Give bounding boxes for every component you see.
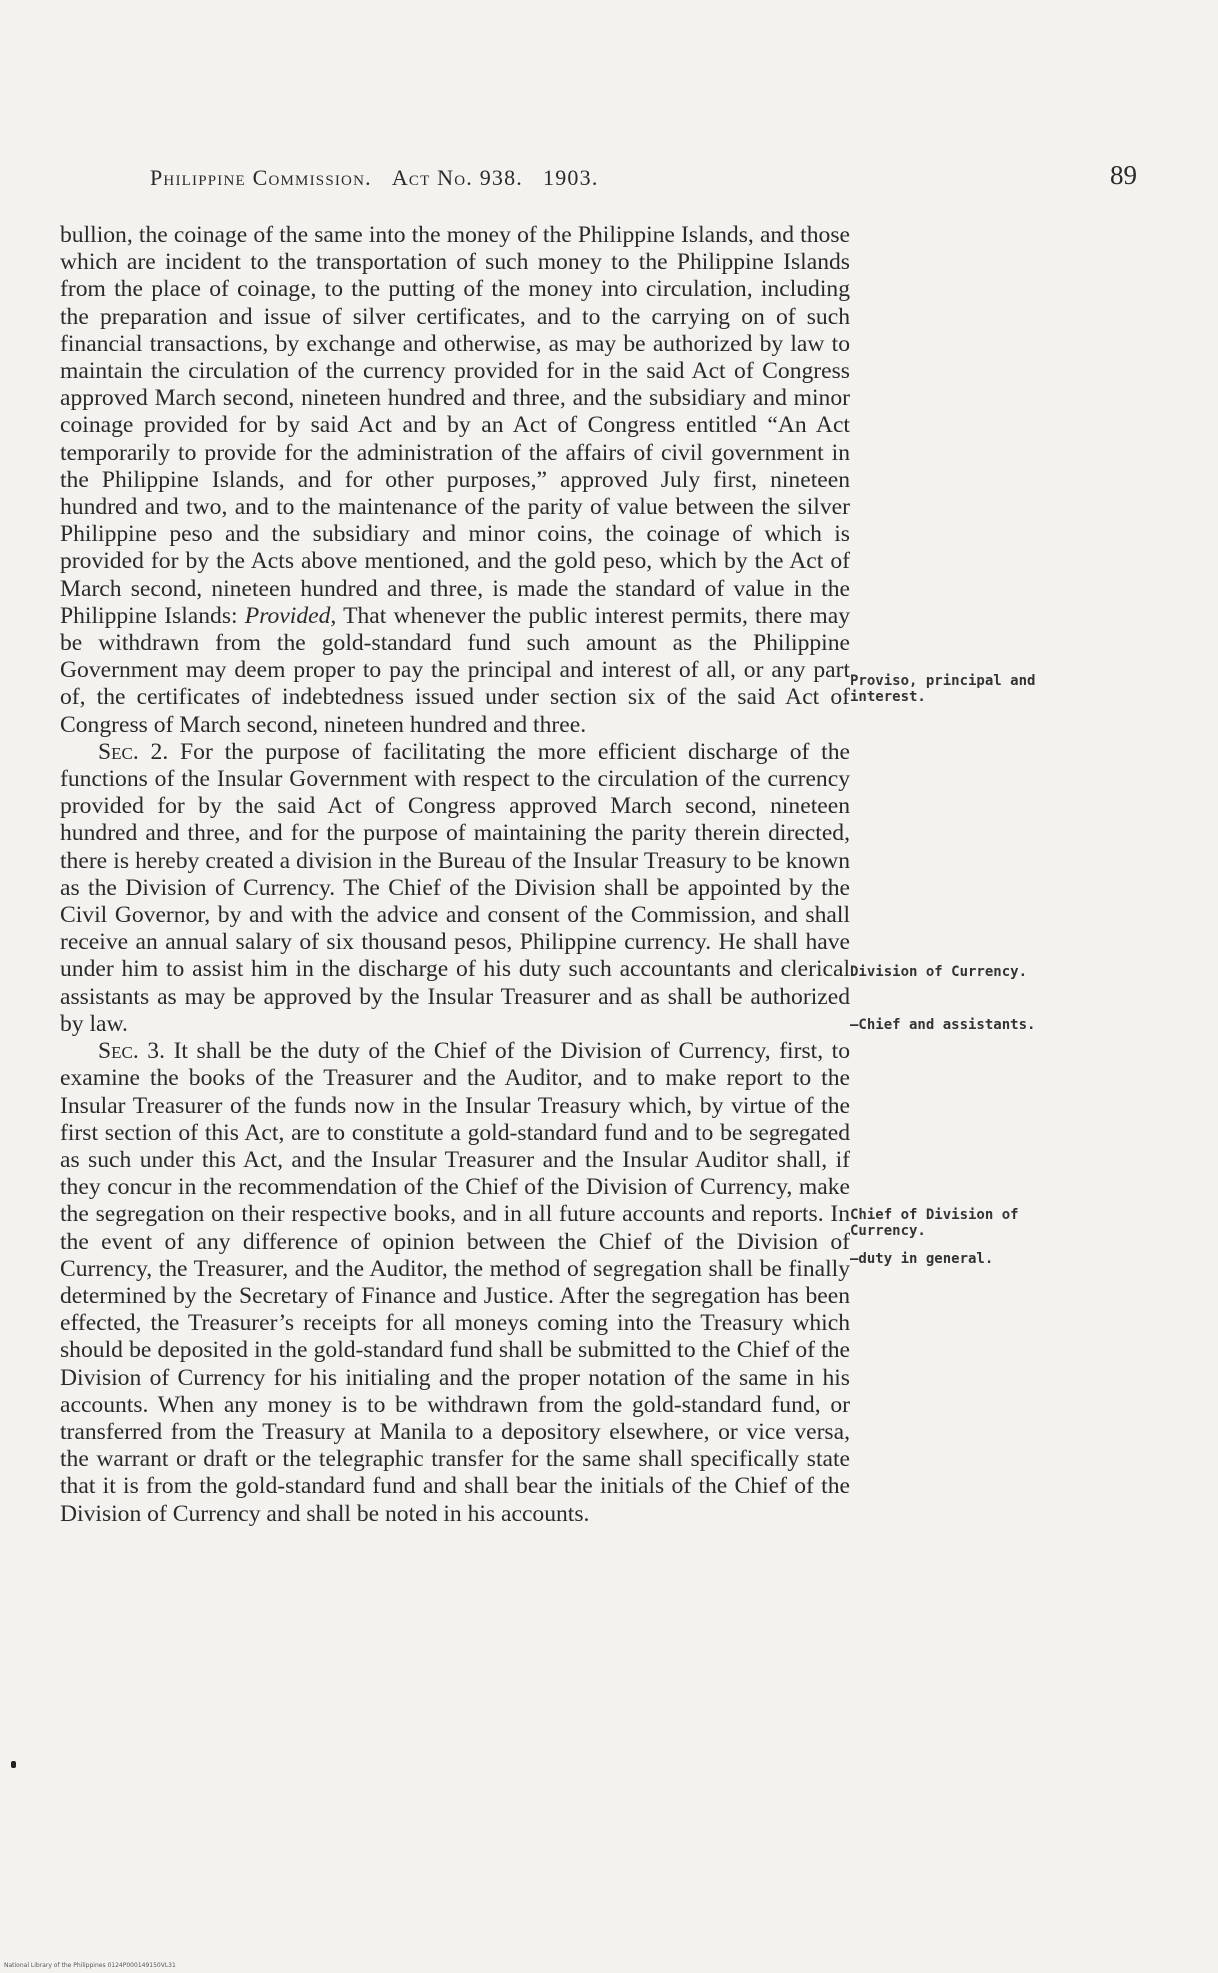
margin-speck xyxy=(11,1761,16,1768)
section-2 xyxy=(60,739,850,1038)
margin-note-chief-assistants: —Chief and assistants. xyxy=(850,1017,1036,1033)
paragraph-continuation: bullion, the coinage of the same into the money of the Philippine Islands, and those which are incident to the transportation of such money to the Philippine Islands from the place of coinage, to the putting of the money into circulation, including the preparation and issue of silver certificates, and to the carrying on of such financial transactions, by exchange and otherwise, as may be authorized by law to maintain the circulation of the currency provided for in the said Act of Congress approved March second, nineteen hundred and three, and the subsidiary and minor coinage provided for by said Act and by an Act of Congress entitled “An Act temporarily to provide for the administration of the affairs of civil government in the Philippine Islands, and for other purposes,” approved July first, nineteen hundred and two, and to the maintenance of the parity of value between the silver Philippine peso and the subsidiary and minor coins, the coinage of which is provided for by the Acts above mentioned, and the gold peso, which by the Act of March second, nineteen hundred and three, is made the standard of value in the Philippine Islands: Provided, That whenever the public interest permits, there may be withdrawn from the gold-standard fund such amount as the Philippine Government may deem proper to pay the principal and interest of all, or any part of, the certificates of indebtedness issued under section six of the said Act of Congress of March second, nineteen hundred and three. xyxy=(60,222,850,738)
margin-note-division: Division of Currency. xyxy=(850,964,1028,980)
page-number: 89 xyxy=(1110,160,1137,190)
body-text xyxy=(60,222,850,1528)
running-title: Philippine Commission. xyxy=(150,165,372,190)
year: 1903. xyxy=(543,165,599,190)
section-2-text: For the purpose of facilitating the more efficient discharge of the functions of the Insular Government with respect to the circulation of the currency provided for by the said Act of Congress approved March second, nineteen hundred and three, and for the purpose of maintaining the parity therein directed, there is hereby created a division in the Bureau of the Insular Treasury to be known as the Division of Currency. The Chief of the Division shall be appointed by the Civil Governor, by and with the advice and consent of the Commission, and shall receive an annual salary of six thousand pesos, Philippine currency. He shall have under him to assist him in the discharge of his duty such accountants and clerical assistants as may be approved by the Insular Treasurer and as shall be authorized by law. xyxy=(60,738,850,1037)
act-number: Act No. 938. xyxy=(391,165,524,190)
section-2-label: Sec. 2. xyxy=(98,738,169,765)
section-3-text: It shall be the duty of the Chief of the Division of Currency, first, to examine the books of the Treasurer and the Auditor, and to make report to the Insular Treasurer of the funds now in the Insular Treasury which, by virtue of the first section of this Act, are to constitute a gold-standard fund and to be segregated as such under this Act, and the Insular Treasurer and the Insular Auditor shall, if they concur in the recommendation of the Chief of the Division of Currency, make the segregation on their respective books, and in all future accounts and reports. In the event of any difference of opinion between the Chief of the Division of Currency, the Treasurer, and the Auditor, the method of segregation shall be finally determined by the Secretary of Finance and Justice. After the segregation has been effected, the Treasurer’s receipts for all moneys coming into the Treasury which should be deposited in the gold-standard fund shall be submitted to the Chief of the Division of Currency for his initialing and the proper notation of the same in his accounts. When any money is to be withdrawn from the gold-standard fund, or transferred from the Treasury at Manila to a depository elsewhere, or vice versa, the warrant or draft or the telegraphic transfer for the same shall specifically state that it is from the gold-standard fund and shall bear the initials of the Chief of the Division of Currency and shall be noted in his accounts. xyxy=(60,1038,850,1527)
margin-note-chief-of-division: Chief of Division of Currency. xyxy=(850,1207,1019,1239)
margin-note-duty: —duty in general. xyxy=(850,1251,994,1267)
proviso-italic: Provided, xyxy=(244,602,337,629)
section-3-label: Sec. 3. xyxy=(98,1038,165,1065)
running-head xyxy=(150,165,735,191)
footer-credit: National Library of the Philippines 0124P000149150VL31 xyxy=(4,1962,176,1969)
margin-note-proviso: Proviso, principal and interest. xyxy=(850,673,1036,705)
section-3 xyxy=(60,1038,850,1528)
